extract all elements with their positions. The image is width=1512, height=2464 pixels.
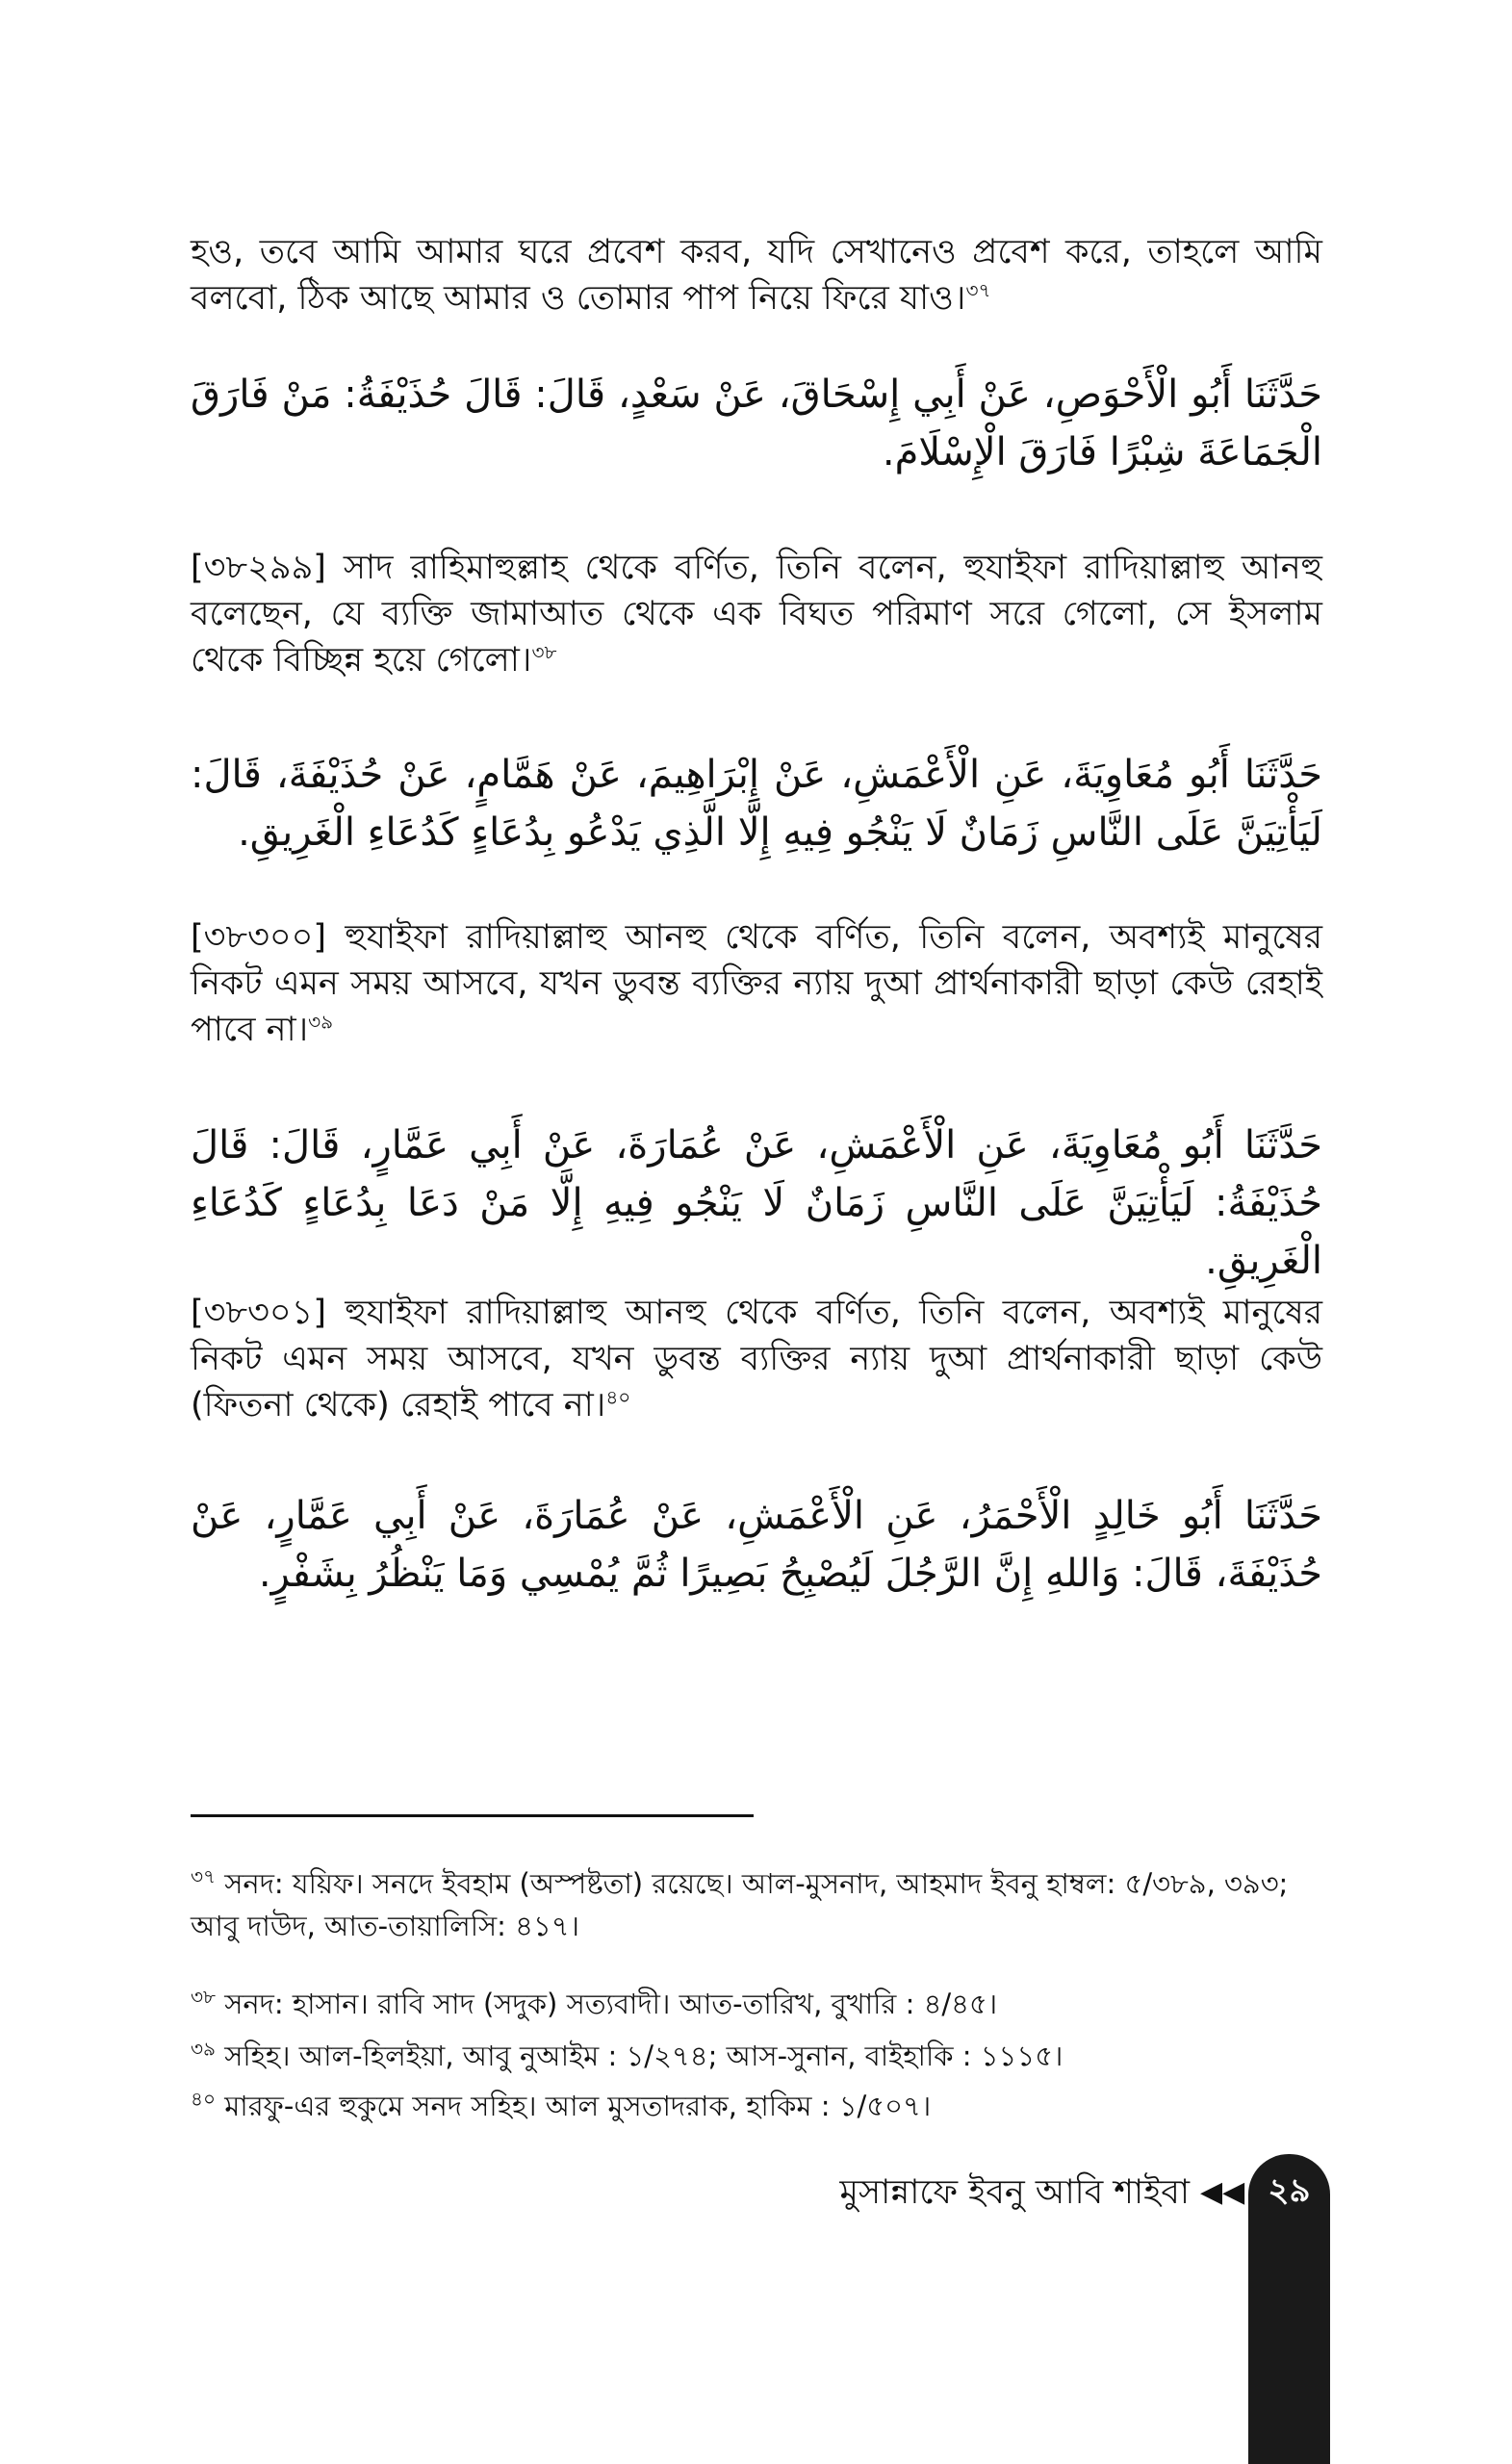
footnote-ref[interactable]: ৩৯ [308,1010,334,1034]
footnote-text: সনদ: যয়িফ। সনদে ইবহাম (অস্পষ্টতা) রয়েছে। আল-মুসনাদ, আহমাদ ইবনু হাম্বল: ৫/৩৮৯, ৩৯৩; আবু দাউদ, আত-তায়ালিসি: ৪১৭। [191,1867,1289,1942]
footnote-ref[interactable]: ৪০ [605,1385,631,1409]
paragraph-continuation [191,229,1322,321]
footnote-ref[interactable]: ৩৮ [531,640,557,664]
arabic-hadith-2: حَدَّثَنَا أَبُو مُعَاوِيَةَ، عَنِ الْأَعْمَشِ، عَنْ إِبْرَاهِيمَ، عَنْ هَمَّامٍ، عَنْ حُذَيْفَةَ، قَالَ: لَيَأْتِيَنَّ عَلَى النَّاسِ زَمَانٌ لَا يَنْجُو فِيهِ إِلَّا الَّذِي يَدْعُو بِدُعَاءٍ كَدُعَاءِ الْغَرِيقِ. [191,753,1322,855]
arabic-hadith-3: حَدَّثَنَا أَبُو مُعَاوِيَةَ، عَنِ الْأَعْمَشِ، عَنْ عُمَارَةَ، عَنْ أَبِي عَمَّارٍ، قَالَ: قَالَ حُذَيْفَةُ: لَيَأْتِيَنَّ عَلَى النَّاسِ زَمَانٌ لَا يَنْجُو فِيهِ إِلَّا مَنْ دَعَا بِدُعَاءٍ كَدُعَاءِ الْغَرِيقِ. [191,1123,1322,1283]
footnote-37 [191,1862,1322,1947]
footnote-number: ৪০ [191,2087,216,2111]
footnote-number: ৩৯ [191,2037,216,2061]
footnote-38 [191,1983,1322,2025]
page-number: ২৯ [1268,2171,1311,2210]
arabic-hadith-4: حَدَّثَنَا أَبُو خَالِدٍ الْأَحْمَرُ، عَنِ الْأَعْمَشِ، عَنْ عُمَارَةَ، عَنْ أَبِي عَمَّارٍ، عَنْ حُذَيْفَةَ، قَالَ: وَاللهِ إِنَّ الرَّجُلَ لَيُصْبِحُ بَصِيرًا ثُمَّ يُمْسِي وَمَا يَنْظُرُ بِشَفْرٍ. [191,1494,1322,1596]
running-footer-title: মুসান্নাফে ইবনু আবি শাইবা [839,2173,1190,2212]
footnote-divider [191,1814,754,1817]
hadith-translation-38301 [191,1290,1322,1428]
footnote-ref[interactable]: ৩৭ [965,278,991,302]
footnote-text: মারফু-এর হুকুমে সনদ সহিহ। আল মুসতাদরাক, হাকিম : ১/৫০৭। [224,2090,932,2122]
paragraph-text: হও, তবে আমি আমার ঘরে প্রবেশ করব, যদি সেখানেও প্রবেশ করে, তাহলে আমি বলবো, ঠিক আছে আমার ও তোমার পাপ নিয়ে ফিরে যাও। [191,233,1322,318]
footnote-number: ৩৭ [191,1864,217,1888]
footnote-40 [191,2085,1322,2127]
double-arrow-icon: ◀◀ [1200,2175,1245,2209]
arabic-hadith-1: حَدَّثَنَا أَبُو الْأَحْوَصِ، عَنْ أَبِي إِسْحَاقَ، عَنْ سَعْدٍ، قَالَ: قَالَ حُذَيْفَةُ: مَنْ فَارَقَ الْجَمَاعَةَ شِبْرًا فَارَقَ الْإِسْلَامَ. [191,372,1322,475]
hadith-translation-38299 [191,545,1322,683]
paragraph-text: [৩৮৩০০] হুযাইফা রাদিয়াল্লাহু আনহু থেকে বর্ণিত, তিনি বলেন, অবশ্যই মানুষের নিকট এমন সময় আসবে, যখন ডুবন্ত ব্যক্তির ন্যায় দুআ প্রার্থনাকারী ছাড়া কেউ রেহাই পাবে না। [191,918,1322,1049]
footnote-number: ৩৮ [191,1985,216,2009]
paragraph-text: [৩৮৩০১] হুযাইফা রাদিয়াল্লাহু আনহু থেকে বর্ণিত, তিনি বলেন, অবশ্যই মানুষের নিকট এমন সময় আসবে, যখন ডুবন্ত ব্যক্তির ন্যায় দুআ প্রার্থনাকারী ছাড়া কেউ (ফিতনা থেকে) রেহাই পাবে না। [191,1294,1322,1424]
footnote-text: সনদ: হাসান। রাবি সাদ (সদুক) সত্যবাদী। আত-তারিখ, বুখারি : ৪/৪৫। [224,1988,998,2020]
footnote-text: সহিহ। আল-হিলইয়া, আবু নুআইম : ১/২৭৪; আস-সুনান, বাইহাকি : ১১১৫। [224,2040,1064,2072]
paragraph-text: [৩৮২৯৯] সাদ রাহিমাহুল্লাহ থেকে বর্ণিত, তিনি বলেন, হুযাইফা রাদিয়াল্লাহু আনহু বলেছেন, যে ব্যক্তি জামাআত থেকে এক বিঘত পরিমাণ সরে গেলো, সে ইসলাম থেকে বিচ্ছিন্ন হয়ে গেলো। [191,549,1322,680]
hadith-translation-38300 [191,914,1322,1053]
footnote-39 [191,2035,1322,2077]
